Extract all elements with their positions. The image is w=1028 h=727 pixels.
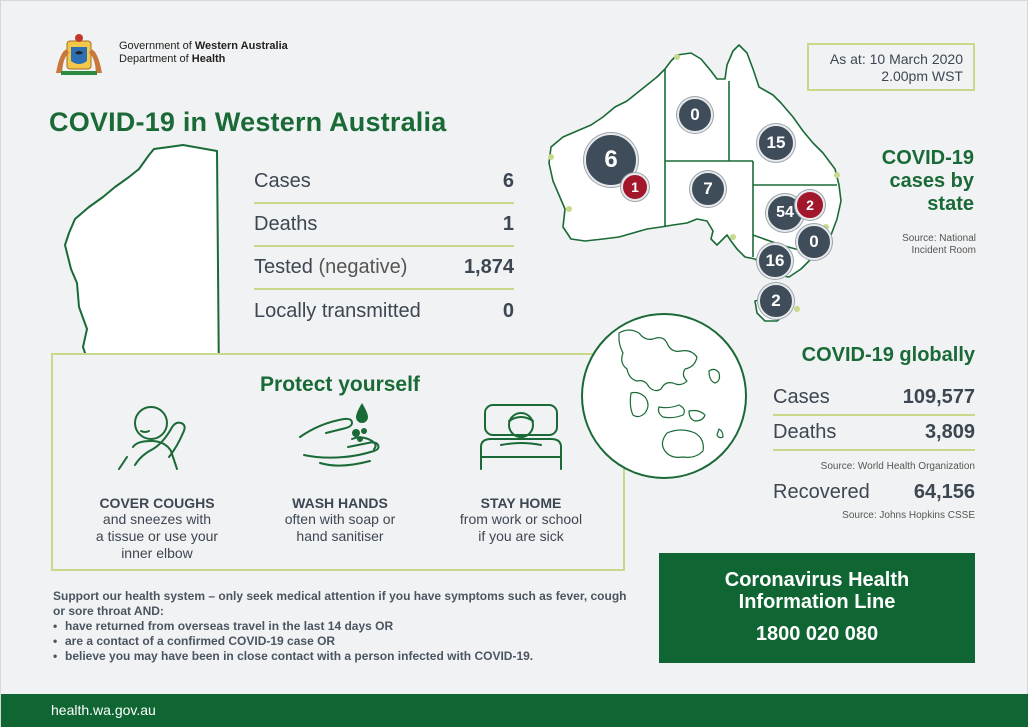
state-bubble-tas: 2 [758,283,794,319]
health-hotline-box [659,553,975,663]
medical-advice-text [53,589,633,664]
wa-stat-row-tested [254,247,514,290]
global-row-cases [773,381,975,416]
globe-illustration [579,311,749,481]
page-title: COVID-19 in Western Australia [49,107,447,137]
states-title: COVID-19 cases by state [881,147,974,215]
global-row-deaths [773,416,975,451]
tip-wash-hands [250,395,430,545]
state-bubble-sa: 7 [690,171,726,207]
tip-text-line: and sneezes with [102,511,212,527]
state-bubble-nt: 0 [677,97,713,133]
stat-label: Locally transmitted [254,300,421,322]
stat-label: Cases [254,170,311,192]
advice-item: • are a contact of a confirmed COVID-19 case OR [53,634,633,649]
footer-website-link[interactable]: health.wa.gov.au [51,702,156,718]
stat-label: Tested (negative) [254,256,408,278]
hand-wash-icon [290,395,390,475]
tip-text-line: hand sanitiser [296,528,384,544]
state-bubble-wa-deaths: 1 [621,173,649,201]
global-source-jhu: Source: Johns Hopkins CSSE [842,510,975,521]
tip-text-line: often with soap or [284,511,396,527]
stat-value: 6 [502,170,514,192]
wa-stat-row-deaths [254,204,514,247]
tip-text-line: if you are sick [478,528,564,544]
cough-icon [107,395,207,475]
state-bubble-vic: 16 [757,243,793,279]
stat-value: 0 [502,300,514,322]
state-bubble-nsw: 54 [766,194,804,232]
global-source-who: Source: World Health Organization [820,461,975,472]
stat-value: 1,874 [463,256,514,278]
advice-item: • believe you may have been in close contact with a person infected with COVID-19. [53,649,633,664]
stat-label: Recovered [773,481,870,503]
tip-text-line: from work or school [459,511,583,527]
wa-coat-of-arms-logo [53,33,105,79]
global-stats-table [773,381,975,451]
tip-title: WASH HANDS [292,495,388,511]
hotline-number: 1800 020 080 [755,623,879,645]
stat-value: 64,156 [913,481,975,503]
global-title: COVID-19 globally [801,344,975,366]
tip-cover-coughs [67,395,247,562]
states-source: Source: National Incident Room [902,233,976,256]
sick-in-bed-icon [471,395,571,475]
protect-yourself-panel [51,353,625,571]
as-at-time: 2.00pm WST [881,68,963,84]
state-bubble-qld: 15 [757,124,795,162]
stat-label: Deaths [773,421,837,443]
tip-title: STAY HOME [480,495,562,511]
stat-label: Cases [773,386,830,408]
advice-item: • have returned from overseas travel in the last 14 days OR [53,619,633,634]
as-at-date: As at: 10 March 2020 [829,51,963,67]
advice-list [53,619,633,664]
protect-title: Protect yourself [260,373,420,396]
global-row-recovered [773,481,975,504]
wa-stats-table [254,161,514,333]
stat-value: 1 [502,213,514,235]
government-department-text: Government of Western Australia Department of Health [119,40,288,65]
wa-stat-row-cases [254,161,514,204]
state-bubble-wa: 6 [584,133,638,187]
tip-title: COVER COUGHS [99,495,215,511]
wa-stat-row-local [254,290,514,333]
state-bubble-act: 0 [796,224,832,260]
tip-text-line: a tissue or use your [95,528,219,544]
hotline-title: Coronavirus Health Information Line [724,569,910,613]
advice-intro: Support our health system – only seek medical attention if you have symptoms such as fever, cough or sore throat AND: [53,589,627,618]
footer-bar [1,694,1028,727]
tip-text-line: inner elbow [121,545,193,561]
stat-label: Deaths [254,213,318,235]
state-bubble-nsw-deaths: 2 [795,190,825,220]
stat-value: 3,809 [924,421,975,443]
stat-value: 109,577 [902,386,975,408]
